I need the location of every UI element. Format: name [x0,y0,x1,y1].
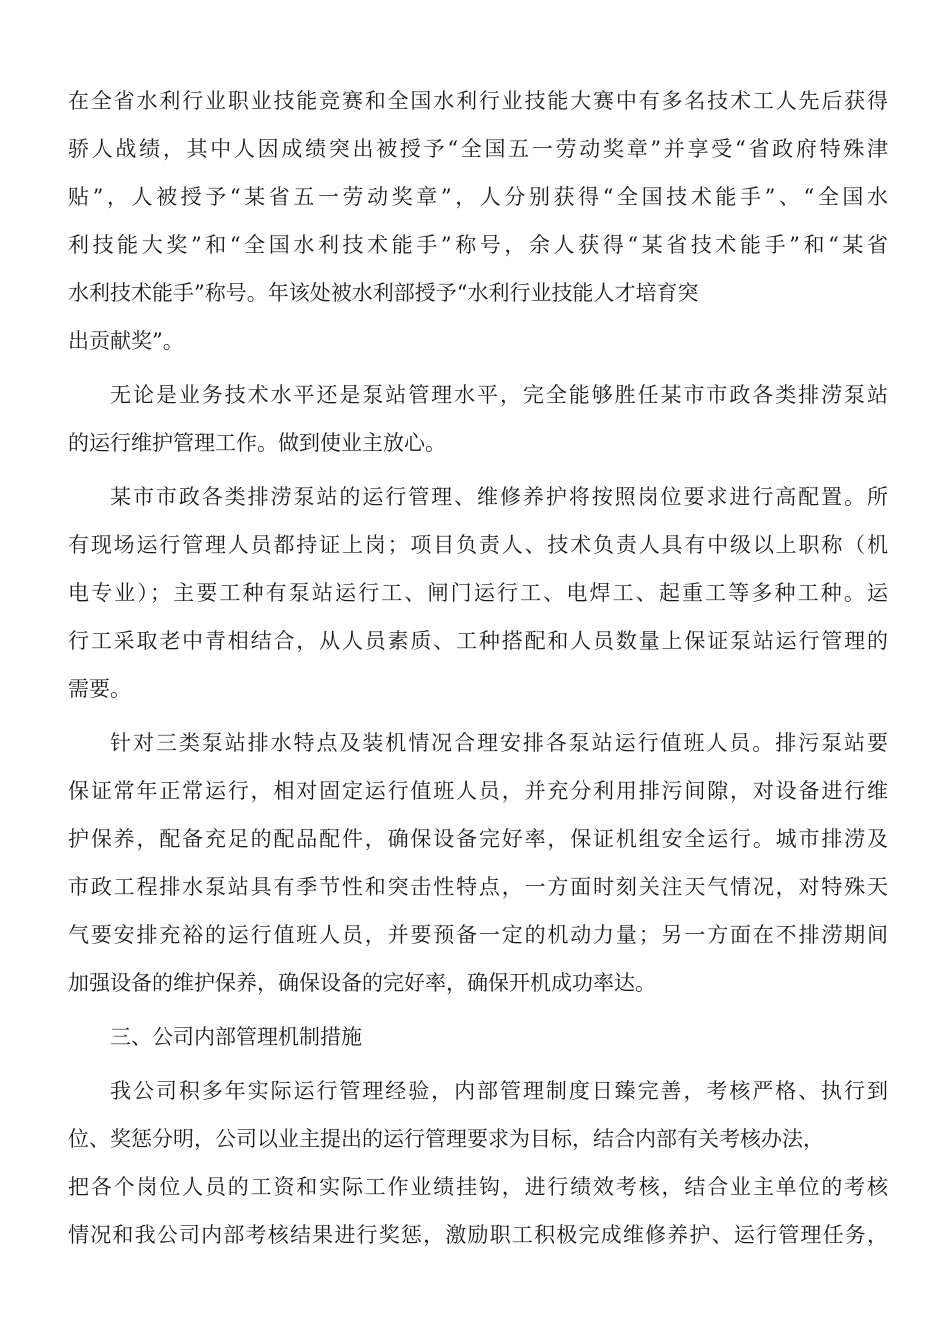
text-line-1: 在全省水利行业职业技能竞赛和全国水利行业技能大赛中有多名技术工人先后获得 [68,89,888,113]
text-line-3: 贴”，人被授予“某省五一劳动奖章”，人分别获得“全国技术能手”、“全国水 [68,185,888,209]
text-line-2: 骄人战绩，其中人因成绩突出被授予“全国五一劳动奖章”并享受“省政府特殊津 [68,137,888,161]
text-line-7: 无论是业务技术水平还是泵站管理水平，完全能够胜任某市市政各类排涝泵站 [110,383,888,407]
text-line-18: 气要安排充裕的运行值班人员，并要预备一定的机动力量；另一方面在不排涝期间 [68,923,888,947]
text-line-13: 需要。 [68,677,131,701]
section-heading: 三、公司内部管理机制措施 [110,1025,362,1049]
text-line-22: 位、奖惩分明，公司以业主提出的运行管理要求为目标，结合内部有关考核办法， [68,1127,824,1151]
text-line-9: 某市市政各类排涝泵站的运行管理、维修养护将按照岗位要求进行高配置。所 [110,485,888,509]
text-line-4: 利技能大奖”和“全国水利技术能手”称号，余人获得“某省技术能手”和“某省 [68,233,888,257]
text-line-21: 我公司积多年实际运行管理经验，内部管理制度日臻完善，考核严格、执行到 [110,1079,888,1103]
text-line-14: 针对三类泵站排水特点及装机情况合理安排各泵站运行值班人员。排污泵站要 [110,731,888,755]
text-line-17: 市政工程排水泵站具有季节性和突击性特点，一方面时刻关注天气情况，对特殊天 [68,875,888,899]
text-line-11: 电专业）；主要工种有泵站运行工、闸门运行工、电焊工、起重工等多种工种。运 [68,581,888,605]
text-line-10: 有现场运行管理人员都持证上岗；项目负责人、技术负责人具有中级以上职称（机 [68,533,888,557]
text-line-15: 保证常年正常运行，相对固定运行值班人员，并充分利用排污间隙，对设备进行维 [68,779,888,803]
text-line-5: 水利技术能手”称号。年该处被水利部授予“水利行业技能人才培育突 [68,281,699,305]
text-line-24: 情况和我公司内部考核结果进行奖惩，激励职工积极完成维修养护、运行管理任务， [68,1223,888,1247]
text-line-12: 行工采取老中青相结合，从人员素质、工种搭配和人员数量上保证泵站运行管理的 [68,629,888,653]
text-line-16: 护保养，配备充足的配品配件，确保设备完好率，保证机组安全运行。城市排涝及 [68,827,888,851]
text-line-19: 加强设备的维护保养，确保设备的完好率，确保开机成功率达。 [68,971,656,995]
text-line-6: 出贡献奖”。 [68,329,184,353]
text-line-23: 把各个岗位人员的工资和实际工作业绩挂钩，进行绩效考核，结合业主单位的考核 [68,1175,888,1199]
text-line-8: 的运行维护管理工作。做到使业主放心。 [68,431,446,455]
